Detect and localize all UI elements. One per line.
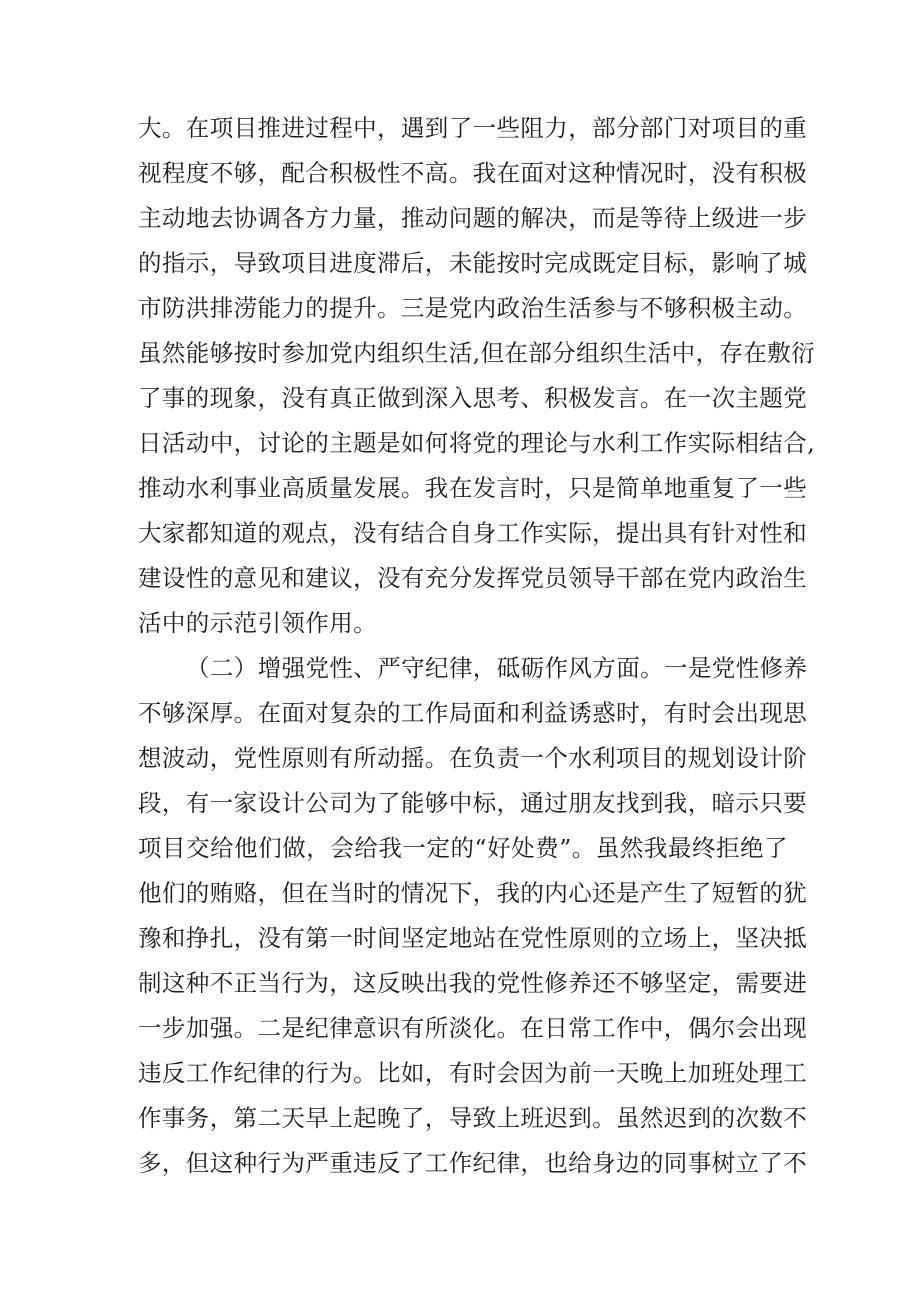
- text-line: 虽然能够按时参加党内组织生活,但在部分组织生活中，存在敷衍: [138, 339, 816, 367]
- text-line: 他们的贿赂，但在当时的情况下，我的内心还是产生了短暂的犹: [138, 879, 808, 907]
- text-line: 想波动，党性原则有所动摇。在负责一个水利项目的规划设计阶: [138, 744, 808, 772]
- text-line: 豫和挣扎，没有第一时间坚定地站在党性原则的立场上，坚决抵: [138, 924, 808, 952]
- section-heading-line: （二）增强党性、严守纪律，砥砺作风方面。一是党性修养: [186, 654, 808, 682]
- text-line: 一步加强。二是纪律意识有所淡化。在日常工作中，偶尔会出现: [138, 1014, 808, 1042]
- text-line: 主动地去协调各方力量，推动问题的解决，而是等待上级进一步: [138, 204, 808, 232]
- text-line: 多，但这种行为严重违反了工作纪律，也给身边的同事树立了不: [138, 1149, 808, 1177]
- text-line: 大家都知道的观点，没有结合自身工作实际，提出具有针对性和: [138, 519, 808, 547]
- text-line: 市防洪排涝能力的提升。三是党内政治生活参与不够积极主动。: [138, 294, 808, 322]
- text-line: 制这种不正当行为，这反映出我的党性修养还不够坚定，需要进: [138, 969, 808, 997]
- text-line: 段，有一家设计公司为了能够中标，通过朋友找到我，暗示只要: [138, 789, 808, 817]
- text-line: 不够深厚。在面对复杂的工作局面和利益诱惑时，有时会出现思: [138, 699, 808, 727]
- text-line: 作事务，第二天早上起晚了，导致上班迟到。虽然迟到的次数不: [138, 1104, 808, 1132]
- text-line: 日活动中，讨论的主题是如何将党的理论与水利工作实际相结合,: [138, 429, 816, 457]
- text-line: 大。在项目推进过程中，遇到了一些阻力，部分部门对项目的重: [138, 114, 808, 142]
- text-line: 视程度不够，配合积极性不高。我在面对这种情况时，没有积极: [138, 159, 808, 187]
- text-line: 活中的示范引领作用。: [138, 609, 377, 637]
- text-line: 项目交给他们做，会给我一定的“好处费”。虽然我最终拒绝了: [138, 834, 788, 862]
- text-line: 推动水利事业高质量发展。我在发言时，只是简单地重复了一些: [138, 474, 808, 502]
- text-line: 了事的现象，没有真正做到深入思考、积极发言。在一次主题党: [138, 384, 808, 412]
- text-line: 的指示，导致项目进度滞后，未能按时完成既定目标，影响了城: [138, 249, 808, 277]
- text-line: 建设性的意见和建议，没有充分发挥党员领导干部在党内政治生: [138, 564, 808, 592]
- text-line: 违反工作纪律的行为。比如，有时会因为前一天晚上加班处理工: [138, 1059, 808, 1087]
